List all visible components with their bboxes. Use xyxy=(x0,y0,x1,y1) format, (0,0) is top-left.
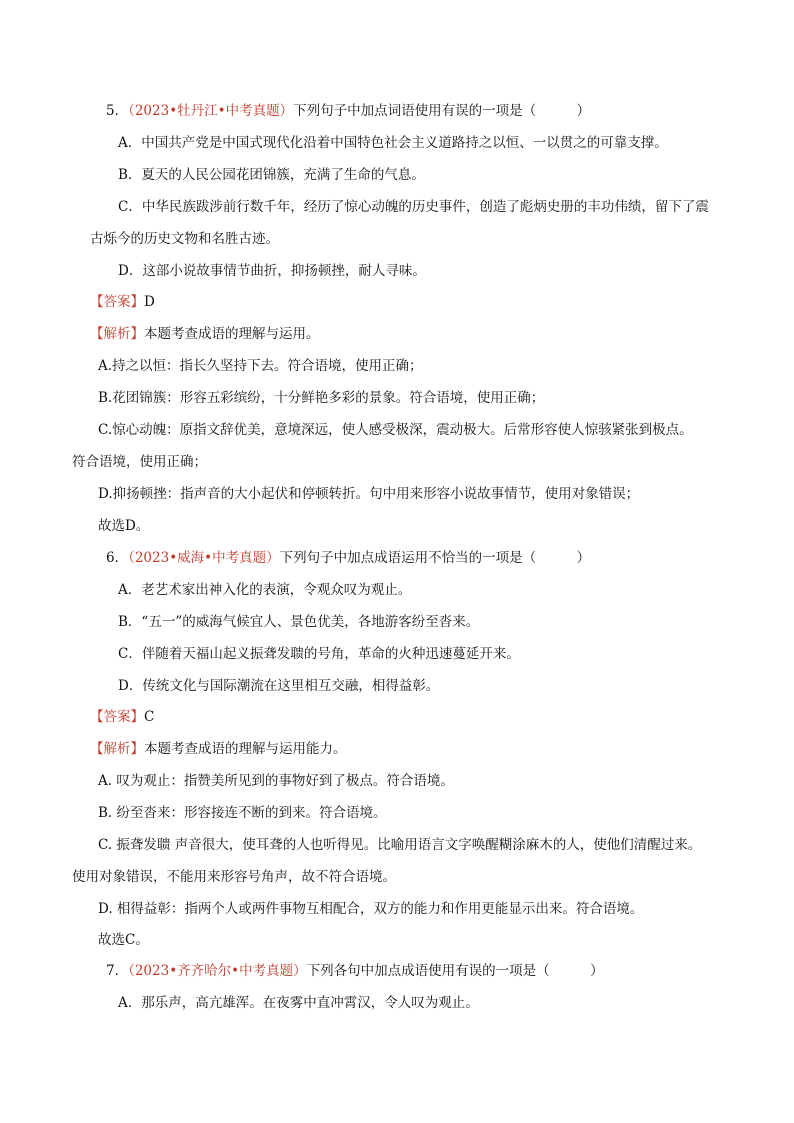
analysis-text: 本题考查成语的理解与运用能力。 xyxy=(144,741,347,757)
conclusion: 故选D。 xyxy=(98,518,150,534)
option-d: D．这部小说故事情节曲折，抑扬顿挫，耐人寻味。 xyxy=(118,263,426,279)
question-stem: 下列句子中加点词语使用有误的一项是（ ） xyxy=(293,103,591,119)
answer-value: D xyxy=(144,294,155,310)
option-c: C．伴随着天福山起义振聋发聩的号角，革命的火种迅速蔓延开来。 xyxy=(118,646,520,662)
analysis-note-continued: 符合语境，使用正确； xyxy=(72,454,207,470)
option-a: A．中国共产党是中国式现代化沿着中国特色社会主义道路持之以恒、一以贯之的可靠支撑。 xyxy=(118,135,668,151)
option-d: D．传统文化与国际潮流在这里相互交融，相得益彰。 xyxy=(118,678,440,694)
conclusion: 故选C。 xyxy=(98,932,149,948)
analysis-note: C. 振聋发聩 声音很大，使耳聋的人也听得见。比喻用语言文字唤醒糊涂麻木的人，使他们清醒过来。 xyxy=(98,837,702,853)
analysis-text: 本题考查成语的理解与运用。 xyxy=(144,326,320,342)
option-a: A．老艺术家出神入化的表演，令观众叹为观止。 xyxy=(118,582,412,598)
analysis-note: D. 相得益彰：指两个人或两件事物互相配合，双方的能力和作用更能显示出来。符合语境。 xyxy=(98,901,644,917)
analysis-note: A.持之以恒：指长久坚持下去。符合语境，使用正确； xyxy=(98,358,423,374)
option-b: B．夏天的人民公园花团锦簇，充满了生命的气息。 xyxy=(118,167,425,183)
option-c-continued: 古烁今的历史文物和名胜古迹。 xyxy=(90,231,279,247)
answer-label: 【答案】 xyxy=(90,709,144,725)
analysis-note: A. 叹为观止：指赞美所见到的事物好到了极点。符合语境。 xyxy=(98,773,454,789)
option-b: B．“五一”的威海气候宜人、景色优美，各地游客纷至沓来。 xyxy=(118,614,480,630)
analysis-line xyxy=(90,324,320,344)
question-6-heading xyxy=(106,548,590,568)
question-stem: 下列句子中加点成语运用不恰当的一项是（ ） xyxy=(279,550,591,566)
question-5-heading xyxy=(106,101,590,121)
question-number: 7． xyxy=(106,963,129,979)
question-7-heading xyxy=(106,961,604,981)
analysis-note: D.抑扬顿挫：指声音的大小起伏和停顿转折。句中用来形容小说故事情节，使用对象错误； xyxy=(98,486,640,502)
question-source: （2023•威海•中考真题） xyxy=(128,550,280,566)
analysis-note: C.惊心动魄：原指文辞优美，意境深远，使人感受极深，震动极大。后常形容使人惊骇紧张到极点。 xyxy=(98,422,693,438)
question-source: （2023•牡丹江•中考真题） xyxy=(128,103,294,119)
option-c: C．中华民族跋涉前行数千年，经历了惊心动魄的历史事件，创造了彪炳史册的丰功伟绩，留下了震 xyxy=(118,199,709,215)
analysis-note: B.花团锦簇：形容五彩缤纷，十分鲜艳多彩的景象。符合语境，使用正确； xyxy=(98,390,545,406)
analysis-label: 【解析】 xyxy=(90,741,144,757)
analysis-note: B. 纷至沓来：形容接连不断的到来。符合语境。 xyxy=(98,805,387,821)
answer-line xyxy=(90,292,155,312)
question-number: 5． xyxy=(106,103,129,119)
question-source: （2023•齐齐哈尔•中考真题） xyxy=(128,963,307,979)
answer-line xyxy=(90,707,154,727)
question-stem: 下列各句中加点成语使用有误的一项是（ ） xyxy=(306,963,604,979)
analysis-line xyxy=(90,739,347,759)
option-a: A．那乐声，高亢雄浑。在夜雾中直冲霄汉，令人叹为观止。 xyxy=(118,995,479,1011)
analysis-label: 【解析】 xyxy=(90,326,144,342)
answer-value: C xyxy=(144,709,155,725)
answer-label: 【答案】 xyxy=(90,294,144,310)
analysis-note-continued: 使用对象错误，不能用来形容号角声，故不符合语境。 xyxy=(72,869,396,885)
question-number: 6． xyxy=(106,550,129,566)
